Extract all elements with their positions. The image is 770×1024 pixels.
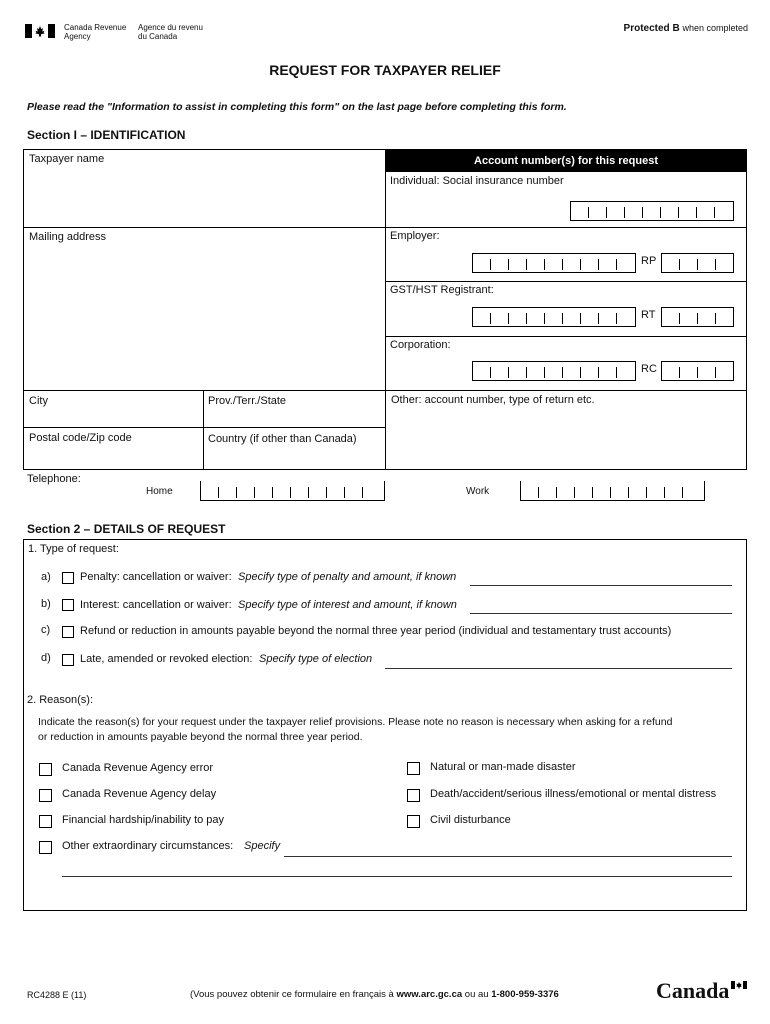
cra-delay-checkbox[interactable] (39, 789, 52, 802)
canada-wordmark: Canada (656, 978, 730, 1003)
french-availability-note: (Vous pouvez obtenir ce formulaire en français à www.arc.gc.ca ou au 1-800-959-3376 (190, 989, 559, 1000)
refund-checkbox[interactable] (62, 626, 74, 638)
rp-label: RP (641, 255, 657, 267)
city-field[interactable] (24, 391, 202, 426)
election-label: Late, amended or revoked election: (80, 653, 253, 665)
canada-flag-icon (25, 24, 55, 38)
rc-label: RC (641, 363, 657, 375)
death-illness-label: Death/accident/serious illness/emotional or mental distress (430, 788, 717, 800)
other-specify-line-2[interactable] (62, 876, 732, 877)
interest-label: Interest: cancellation or waiver: (80, 599, 232, 611)
telephone-label: Telephone: (27, 473, 81, 485)
cra-delay-label: Canada Revenue Agency delay (62, 788, 217, 800)
reasons-label: 2. Reason(s): (27, 694, 94, 706)
penalty-label: Penalty: cancellation or waiver: (80, 571, 232, 583)
rt-input[interactable] (661, 307, 734, 327)
sin-input[interactable] (570, 201, 734, 221)
corp-bn-input[interactable] (472, 361, 636, 381)
home-phone-input[interactable] (200, 481, 385, 501)
work-phone-label: Work (466, 486, 490, 497)
election-specify-line[interactable] (385, 668, 732, 669)
mailing-address-field[interactable] (24, 228, 384, 389)
cra-error-checkbox[interactable] (39, 763, 52, 776)
instruction-text: Please read the "Information to assist in completing this form" on the last page before completing this form. (27, 101, 567, 113)
type-of-request-label: 1. Type of request: (28, 543, 119, 555)
financial-hardship-checkbox[interactable] (39, 815, 52, 828)
penalty-hint: Specify type of penalty and amount, if known (238, 571, 457, 583)
other-circumstances-checkbox[interactable] (39, 841, 52, 854)
interest-checkbox[interactable] (62, 599, 74, 611)
gst-hst-label: GST/HST Registrant: (390, 284, 494, 296)
postal-code-label: Postal code/Zip code (29, 432, 132, 444)
election-checkbox[interactable] (62, 654, 74, 666)
other-circumstances-label: Other extraordinary circumstances: (62, 840, 234, 852)
website-link[interactable]: www.arc.gc.ca (396, 989, 463, 1000)
country-label: Country (if other than Canada) (208, 433, 357, 445)
prov-label: Prov./Terr./State (208, 395, 287, 407)
divider (385, 227, 747, 228)
other-account-field[interactable] (386, 391, 746, 469)
other-circumstances-hint: Specify (244, 840, 281, 852)
interest-specify-line[interactable] (470, 613, 732, 614)
death-illness-checkbox[interactable] (407, 789, 420, 802)
rt-label: RT (641, 309, 656, 321)
agency-name-fr: Agence du revenu du Canada (138, 23, 203, 41)
option-d-letter: d) (41, 652, 51, 664)
section1-heading: Section I – IDENTIFICATION (27, 128, 186, 142)
divider (385, 336, 747, 337)
account-numbers-header: Account number(s) for this request (386, 150, 746, 172)
page-title: REQUEST FOR TAXPAYER RELIEF (269, 62, 501, 78)
civil-disturbance-checkbox[interactable] (407, 815, 420, 828)
rc-input[interactable] (661, 361, 734, 381)
divider (385, 281, 747, 282)
penalty-specify-line[interactable] (470, 585, 732, 586)
agency-name-en: Canada Revenue Agency (64, 23, 127, 41)
other-account-label: Other: account number, type of return etc. (391, 394, 595, 406)
interest-hint: Specify type of interest and amount, if known (238, 599, 457, 611)
disaster-checkbox[interactable] (407, 762, 420, 775)
employer-bn-input[interactable] (472, 253, 636, 273)
penalty-checkbox[interactable] (62, 572, 74, 584)
country-field[interactable] (204, 428, 384, 469)
form-id: RC4288 E (11) (27, 990, 87, 1000)
wordmark-flag-icon (731, 976, 747, 984)
disaster-label: Natural or man-made disaster (430, 761, 576, 773)
reasons-text-1: Indicate the reason(s) for your request under the taxpayer relief provisions. Please note no reason is necessary when asking for a refund (38, 716, 673, 728)
mailing-address-label: Mailing address (29, 231, 107, 243)
rp-input[interactable] (661, 253, 734, 273)
option-c-letter: c) (41, 624, 51, 636)
election-hint: Specify type of election (259, 653, 373, 665)
taxpayer-name-field[interactable] (24, 150, 384, 226)
city-label: City (29, 395, 48, 407)
refund-label: Refund or reduction in amounts payable beyond the normal three year period (individual and testamentary trust accounts) (80, 625, 672, 637)
cra-error-label: Canada Revenue Agency error (62, 762, 214, 774)
gst-bn-input[interactable] (472, 307, 636, 327)
section2-heading: Section 2 – DETAILS OF REQUEST (27, 522, 226, 536)
prov-field[interactable] (204, 391, 384, 426)
home-phone-label: Home (146, 486, 173, 497)
employer-label: Employer: (390, 230, 440, 242)
option-a-letter: a) (41, 571, 51, 583)
protected-b-label: Protected B when completed (623, 23, 748, 34)
postal-code-field[interactable] (24, 428, 202, 469)
other-specify-line-1[interactable] (284, 856, 732, 857)
taxpayer-name-label: Taxpayer name (29, 153, 105, 165)
option-b-letter: b) (41, 598, 51, 610)
reasons-text-2: or reduction in amounts payable beyond the normal three year period. (38, 731, 363, 743)
individual-sin-label: Individual: Social insurance number (390, 175, 564, 187)
work-phone-input[interactable] (520, 481, 705, 501)
financial-hardship-label: Financial hardship/inability to pay (62, 814, 225, 826)
corporation-label: Corporation: (390, 339, 451, 351)
civil-disturbance-label: Civil disturbance (430, 814, 511, 826)
